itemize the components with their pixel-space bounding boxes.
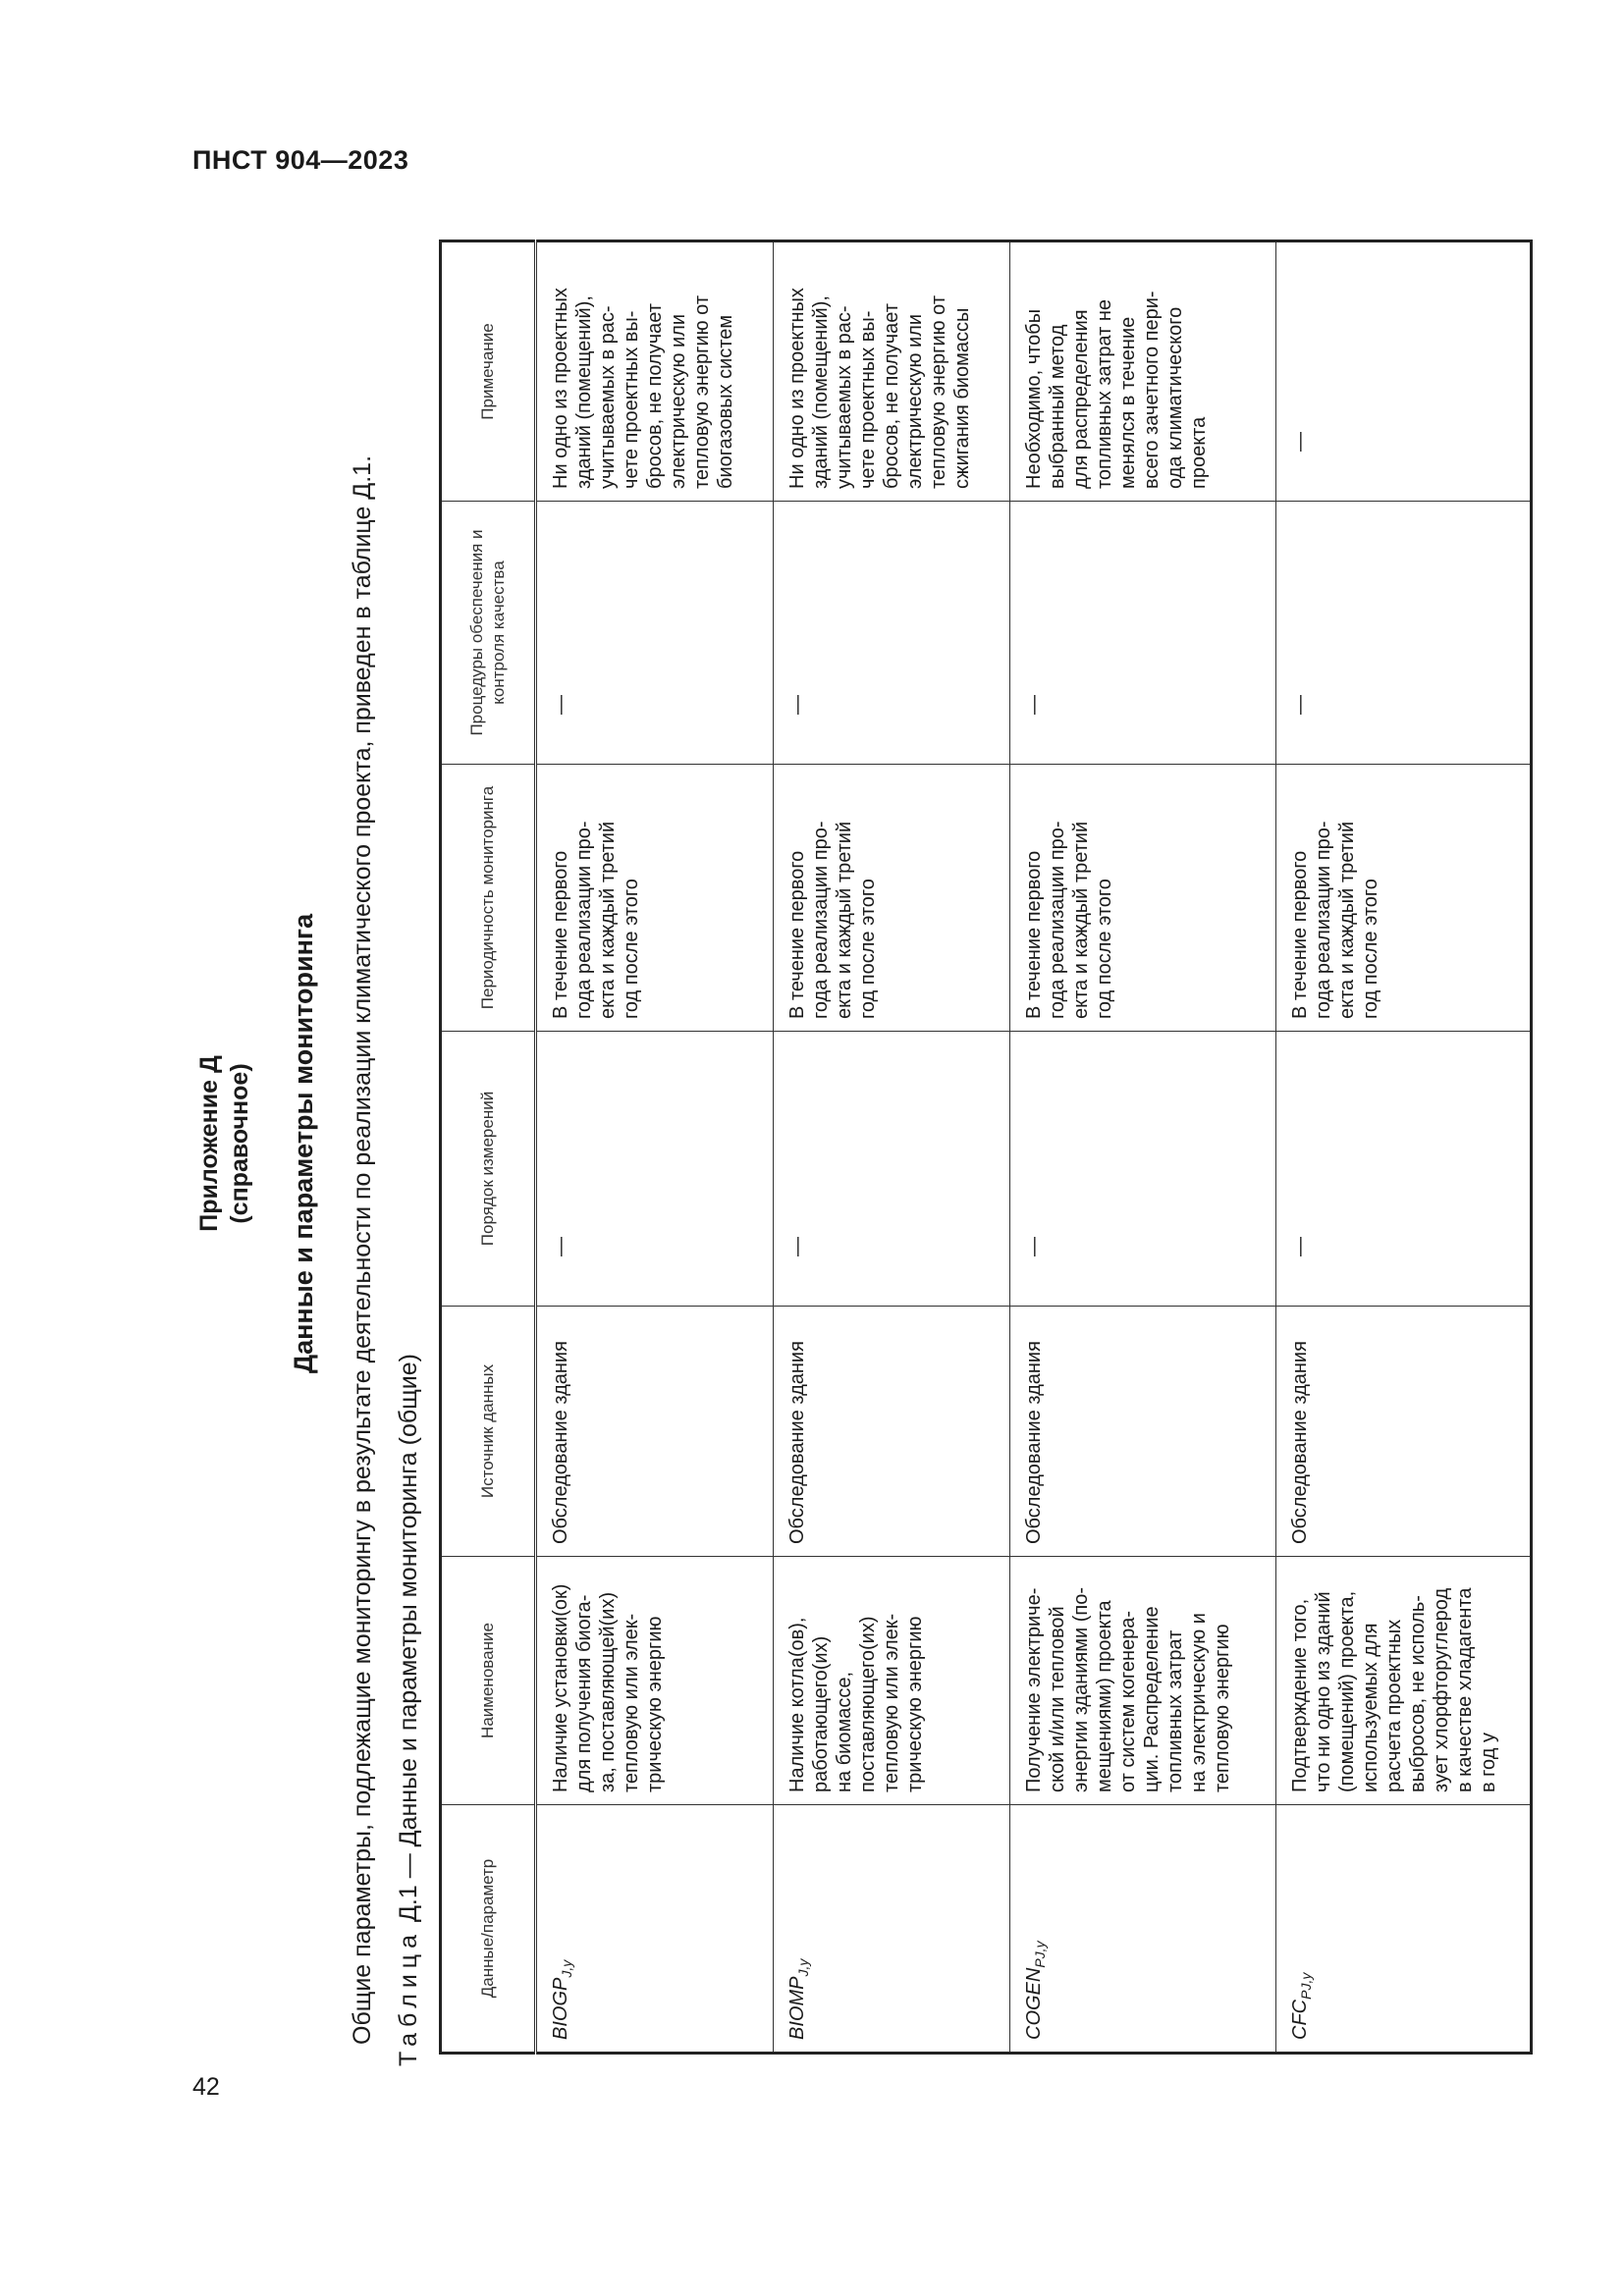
- cell-measurement: —: [774, 1032, 1010, 1307]
- header-cell-parameter: Данные/параметр: [441, 1805, 536, 2054]
- param-symbol: CFC: [1289, 1999, 1311, 2040]
- table-header-row: [441, 241, 536, 2054]
- header-cell-qa-qc: Процедуры обеспечения и контроля качества: [441, 502, 536, 765]
- cell-source: Обследование здания: [1276, 1307, 1532, 1557]
- monitoring-table: [439, 240, 1533, 2055]
- header-cell-name: Наименование: [441, 1557, 536, 1805]
- param-symbol: COGEN: [1023, 1967, 1045, 2040]
- header-cell-frequency: Периодичность мониторинга: [441, 765, 536, 1032]
- cell-name: Получение электриче- ской и/или тепловой энергии зданиями (по- мещениями) проекта от систем когенера- ции. Распределение топливных затрат на электрическую и тепловую энергию: [1010, 1557, 1276, 1805]
- cell-parameter: [774, 1805, 1010, 2054]
- intro-text: Общие параметры, подлежащие мониторингу в результате деятельности по реализации климатического проекта, приведен в таблице Д.1.: [349, 454, 376, 2045]
- table-row: [774, 241, 1010, 2054]
- table-row: [536, 241, 774, 2054]
- page-number: 42: [192, 2073, 220, 2101]
- cell-frequency: В течение первого года реализации про- екта и каждый третий год после этого: [774, 765, 1010, 1032]
- cell-parameter: [1276, 1805, 1532, 2054]
- cell-measurement: —: [536, 1032, 774, 1307]
- table-row: [1276, 241, 1532, 2054]
- param-subscript: J,y: [795, 1958, 811, 1977]
- header-cell-note: Примечание: [441, 241, 536, 502]
- annex-title: Приложение Д: [195, 1055, 223, 1232]
- cell-measurement: —: [1276, 1032, 1532, 1307]
- cell-name: Подтверждение того, что ни одно из зданий (помещений) проекта, используемых для расчета проектных выбросов, не исполь- зует хлорфторуглерод в качестве хладагента в год y: [1276, 1557, 1532, 1805]
- cell-note: Необходимо, чтобы выбранный метод для распределения топливных затрат не менялся в течение всего зачетного пери- ода климатического проекта: [1010, 241, 1276, 502]
- cell-parameter: [536, 1805, 774, 2054]
- param-symbol: BIOMP: [786, 1976, 808, 2040]
- param-subscript: J,y: [559, 1959, 574, 1978]
- param-symbol: BIOGP: [550, 1977, 571, 2040]
- cell-note: —: [1276, 241, 1532, 502]
- table-caption-prefix: Таблица: [395, 1928, 422, 2066]
- param-subscript: PJ,y: [1298, 1972, 1314, 2000]
- param-subscript: PJ,y: [1032, 1941, 1048, 1968]
- cell-qa-qc: —: [1276, 502, 1532, 765]
- cell-note: Ни одно из проектных зданий (помещений), учитываемых в рас- чете проектных вы- бросов, не получает электрическую или тепловую энергию от сжигания биомассы: [774, 241, 1010, 502]
- annex-subtitle: (справочное): [226, 1063, 253, 1224]
- cell-qa-qc: —: [536, 502, 774, 765]
- annex-heading: [194, 221, 255, 2066]
- rotated-page-content: [187, 221, 1499, 2066]
- table-row: [1010, 241, 1276, 2054]
- cell-name: Наличие установки(ок) для получения биога- за, поставляющей(их) тепловую или элек- трическую энергию: [536, 1557, 774, 1805]
- cell-note: Ни одно из проектных зданий (помещений), учитываемых в рас- чете проектных вы- бросов, не получает электрическую или тепловую энергию от биогазовых систем: [536, 241, 774, 502]
- cell-measurement: —: [1010, 1032, 1276, 1307]
- cell-parameter: [1010, 1805, 1276, 2054]
- table-caption-label: Д.1 — Данные и параметры мониторинга (общие): [395, 1354, 422, 1923]
- cell-source: Обследование здания: [774, 1307, 1010, 1557]
- section-title: Данные и параметры мониторинга: [289, 913, 318, 1374]
- cell-name: Наличие котла(ов), работающего(их) на биомассе, поставляющего(их) тепловую или элек- трическую энергию: [774, 1557, 1010, 1805]
- cell-qa-qc: —: [774, 502, 1010, 765]
- cell-qa-qc: —: [1010, 502, 1276, 765]
- cell-frequency: В течение первого года реализации про- екта и каждый третий год после этого: [1276, 765, 1532, 1032]
- cell-source: Обследование здания: [536, 1307, 774, 1557]
- cell-frequency: В течение первого года реализации про- екта и каждый третий год после этого: [536, 765, 774, 1032]
- document-code: ПНСТ 904—2023: [192, 145, 409, 175]
- table-caption: [395, 1354, 423, 2066]
- cell-frequency: В течение первого года реализации про- екта и каждый третий год после этого: [1010, 765, 1276, 1032]
- header-cell-source: Источник данных: [441, 1307, 536, 1557]
- header-cell-measurement: Порядок измерений: [441, 1032, 536, 1307]
- cell-source: Обследование здания: [1010, 1307, 1276, 1557]
